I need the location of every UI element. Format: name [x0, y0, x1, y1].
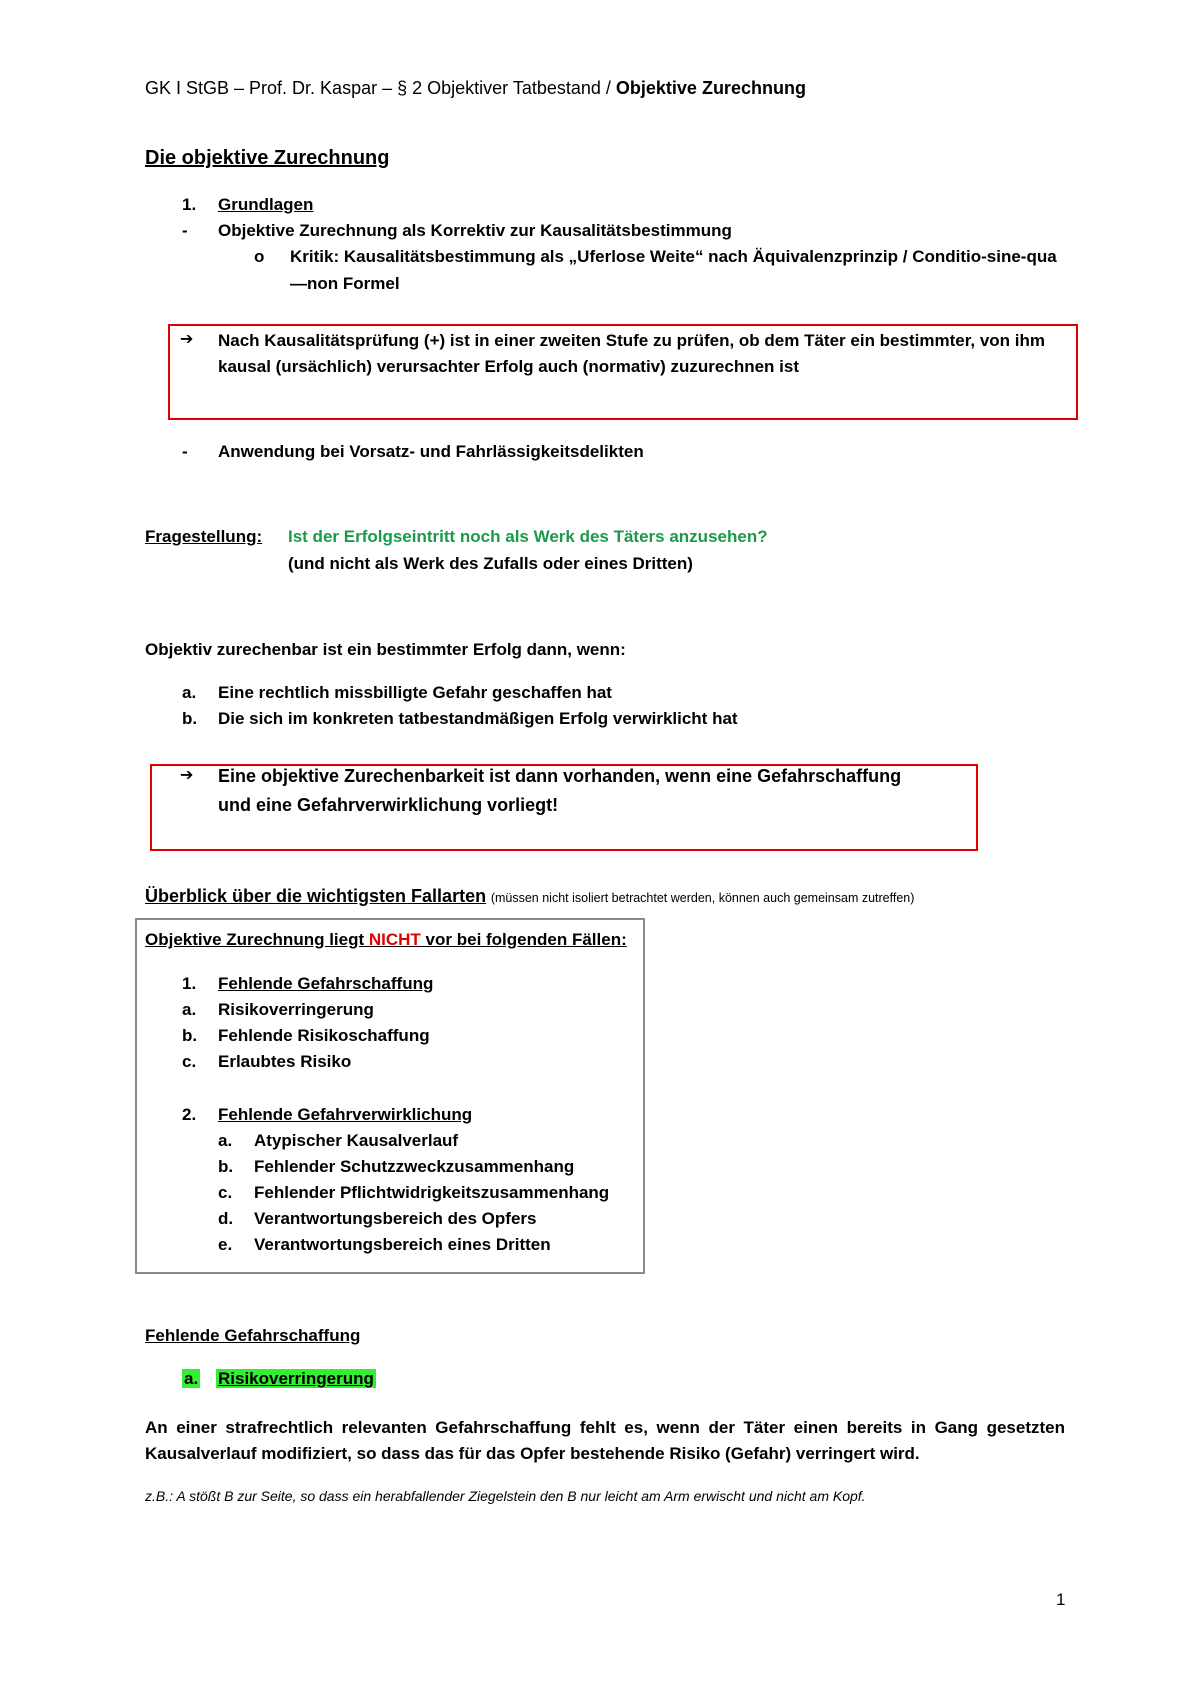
- group1-item-label: c.: [182, 1052, 197, 1071]
- page-number: 1: [1056, 1590, 1066, 1609]
- question-text: Ist der Erfolgseintritt noch als Werk des Täters anzusehen?: [288, 527, 768, 546]
- condition-a-text: Eine rechtlich missbilligte Gefahr geschaffen hat: [218, 683, 612, 702]
- condition-b-label: b.: [182, 709, 198, 728]
- group2-item-label: c.: [218, 1183, 233, 1202]
- group1-number: 1.: [182, 974, 197, 993]
- group2-item-text: Atypischer Kausalverlauf: [254, 1131, 459, 1150]
- arrow-right-icon: ➔: [180, 331, 194, 348]
- box-title-not: NICHT: [368, 930, 421, 949]
- detail-sub-label-wrap: [182, 1369, 200, 1389]
- group1-item-label: b.: [182, 1026, 198, 1045]
- group2-item-text: Fehlender Pflichtwidrigkeitszusammenhang: [254, 1183, 610, 1202]
- group1-item-text: Fehlende Risikoschaffung: [218, 1026, 430, 1045]
- overview-heading-line: [145, 886, 914, 908]
- group1-item-text: Risikoverringerung: [218, 1000, 374, 1019]
- bullet-o: o: [254, 247, 265, 266]
- group2-item-label: d.: [218, 1209, 234, 1228]
- condition-b-text: Die sich im konkreten tatbestandmäßigen Erfolg verwirklicht hat: [218, 709, 738, 728]
- box-title-pre: Objektive Zurechnung liegt: [145, 930, 369, 949]
- group2-item-text: Verantwortungsbereich eines Dritten: [254, 1235, 551, 1254]
- section1-item2: Anwendung bei Vorsatz- und Fahrlässigkeitsdelikten: [218, 442, 644, 461]
- detail-sub-heading: Risikoverringerung: [218, 1369, 374, 1388]
- condition-intro: Objektiv zurechenbar ist ein bestimmter Erfolg dann, wenn:: [145, 640, 626, 659]
- condition-a-label: a.: [182, 683, 197, 702]
- detail-example: z.B.: A stößt B zur Seite, so dass ein herabfallender Ziegelstein den B nur leicht am Arm erwischt und nicht am Kopf.: [145, 1488, 866, 1504]
- group2-item-label: a.: [218, 1131, 233, 1150]
- overview-note: (müssen nicht isoliert betrachtet werden, können auch gemeinsam zutreffen): [490, 891, 915, 905]
- dash-2: -: [182, 442, 188, 461]
- group2-item-text: Fehlender Schutzzweckzusammenhang: [254, 1157, 575, 1176]
- box1-line2: kausal (ursächlich) verursachter Erfolg auch (normativ) zuzurechnen ist: [218, 357, 799, 376]
- detail-sub-label: a.: [184, 1369, 199, 1388]
- dash-1: -: [182, 221, 188, 240]
- box2-line2: und eine Gefahrverwirklichung vorliegt!: [218, 795, 559, 815]
- group2-heading: Fehlende Gefahrverwirklichung: [218, 1105, 473, 1124]
- section1-heading: Grundlagen: [218, 195, 314, 214]
- header-topic: Objektive Zurechnung: [615, 78, 806, 98]
- question-label: Fragestellung:: [145, 527, 263, 546]
- box-title-post: vor bei folgenden Fällen:: [420, 930, 627, 949]
- page-title: Die objektive Zurechnung: [145, 147, 390, 169]
- arrow-right-icon: ➔: [180, 767, 194, 784]
- group2-item-label: e.: [218, 1235, 233, 1254]
- critique-line2: —non Formel: [290, 274, 400, 293]
- group1-item-label: a.: [182, 1000, 197, 1019]
- overview-heading: Überblick über die wichtigsten Fallarten: [145, 886, 487, 906]
- group1-item-text: Erlaubtes Risiko: [218, 1052, 352, 1071]
- question-sub: (und nicht als Werk des Zufalls oder eines Dritten): [288, 554, 693, 573]
- detail-sub-heading-wrap: [216, 1369, 376, 1389]
- group1-heading: Fehlende Gefahrschaffung: [218, 974, 434, 993]
- section1-number: 1.: [182, 195, 197, 214]
- box2-line1: Eine objektive Zurechenbarkeit ist dann vorhanden, wenn eine Gefahrschaffung: [218, 766, 902, 786]
- detail-heading: Fehlende Gefahrschaffung: [145, 1326, 361, 1345]
- detail-paragraph: An einer strafrechtlich relevanten Gefahrschaffung fehlt es, wenn der Täter einen bereits in Gang gesetzten Kausalverlauf modifiziert, so dass das für das Opfer bestehende Risiko (Gefahr) verringert wird.: [145, 1418, 1065, 1463]
- group2-item-text: Verantwortungsbereich des Opfers: [254, 1209, 537, 1228]
- group2-number: 2.: [182, 1105, 197, 1124]
- header-course: GK I StGB – Prof. Dr. Kaspar – § 2 Objektiver Tatbestand /: [145, 78, 611, 98]
- box1-line1: Nach Kausalitätsprüfung (+) ist in einer zweiten Stufe zu prüfen, ob dem Täter ein bestimmter, von ihm: [218, 331, 1045, 350]
- section1-item1: Objektive Zurechnung als Korrektiv zur Kausalitätsbestimmung: [218, 221, 732, 240]
- box-title: [145, 930, 627, 950]
- group2-item-label: b.: [218, 1157, 234, 1176]
- critique-line1: Kritik: Kausalitätsbestimmung als „Uferlose Weite“ nach Äquivalenzprinzip / Conditio-sine-qua: [290, 247, 1057, 266]
- running-header: [145, 78, 806, 98]
